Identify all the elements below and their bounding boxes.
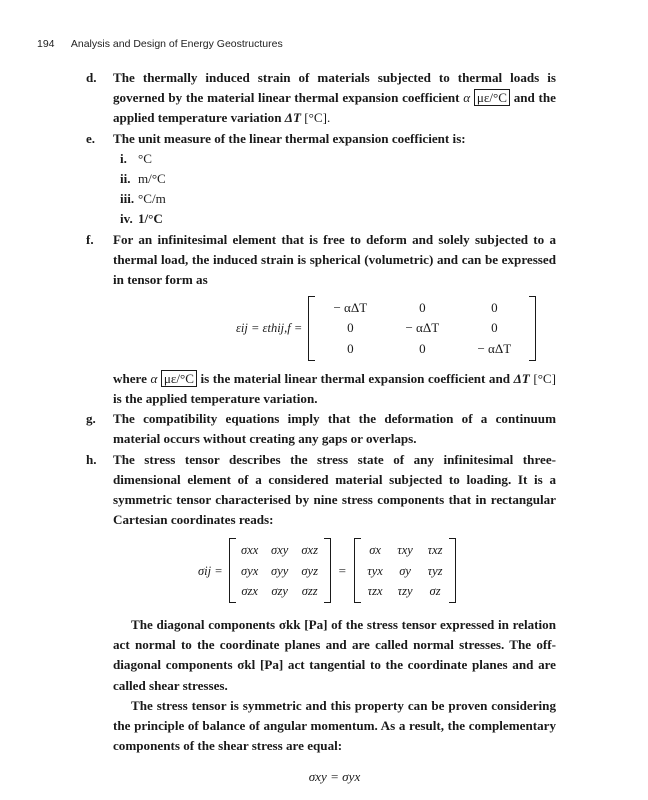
item-d <box>86 68 556 129</box>
item-g <box>86 409 556 449</box>
matrix-cell: σxz <box>301 543 318 558</box>
matrix-cell: 0 <box>419 340 426 356</box>
matrix-cell: σzz <box>301 583 318 598</box>
item-label: g. <box>86 411 96 427</box>
page-number: 194 <box>37 38 55 50</box>
matrix-cell: − αΔT <box>333 300 368 316</box>
matrix-cell: τxy <box>397 543 413 558</box>
sub-text: m/°C <box>138 171 166 187</box>
item-label: d. <box>86 70 97 85</box>
matrix-cell: τyx <box>367 563 383 578</box>
unit-text: [°C] <box>533 370 557 386</box>
matrix-cell: σzy <box>271 583 288 598</box>
matrix-cell: τzx <box>367 583 383 598</box>
sub-text: 1/°C <box>138 211 163 227</box>
sub-item <box>86 209 556 229</box>
item-text: The unit measure of the linear thermal expansion coefficient is: <box>113 130 466 146</box>
thermal-strain-equation <box>236 296 556 361</box>
item-f <box>86 230 556 291</box>
equation-lhs: σij = <box>198 563 223 578</box>
running-title: Analysis and Design of Energy Geostructures <box>70 38 283 50</box>
alpha-symbol: α <box>463 90 471 106</box>
unit-bracket: με/°C <box>161 370 197 387</box>
matrix-cell: − αΔT <box>477 340 512 356</box>
item-text: and the applied temperature variation <box>113 90 556 126</box>
sub-label: ii. <box>120 171 131 187</box>
matrix-cell: τzy <box>397 583 413 598</box>
paragraph-symmetry: The stress tensor is symmetric and this property can be proven considering the principle of balance of angular momentum. As a result, the complementary components of the shear stress are equal: <box>113 697 556 754</box>
sub-item <box>86 149 556 169</box>
item-label: e. <box>86 130 96 146</box>
matrix-cell: σxy <box>271 543 289 558</box>
stress-matrix-tau <box>354 538 456 603</box>
matrix-cell: σx <box>369 543 381 558</box>
sub-label: iii. <box>120 191 135 207</box>
item-label: f. <box>86 231 94 247</box>
alpha-symbol: α <box>150 370 158 386</box>
shear-equality-equation: σxy = σyx <box>308 768 361 784</box>
where-text: is the applied temperature variation. <box>113 391 318 407</box>
page-body <box>86 68 556 787</box>
sub-label: i. <box>120 150 127 166</box>
item-h <box>86 450 556 531</box>
sub-item <box>86 169 556 189</box>
matrix-cell: σyx <box>241 563 259 578</box>
matrix-cell: σy <box>399 563 411 578</box>
where-clause <box>86 369 556 409</box>
delta-t-symbol: ΔT <box>513 370 530 386</box>
matrix-cell: 0 <box>347 340 354 356</box>
strain-matrix <box>308 296 536 361</box>
where-text: where <box>113 370 151 386</box>
matrix-cell: 0 <box>491 320 498 336</box>
unit-bracket: με/°C <box>474 89 510 106</box>
where-text: is the material linear thermal expansion coefficient and <box>200 370 514 386</box>
item-label: h. <box>86 451 97 467</box>
matrix-cell: σyy <box>271 563 289 578</box>
sub-item <box>86 189 556 209</box>
stress-matrix-sigma <box>229 538 331 603</box>
matrix-cell: 0 <box>419 300 426 316</box>
matrix-cell: 0 <box>491 300 498 316</box>
unit-text: [°C]. <box>304 110 331 126</box>
matrix-cell: σyz <box>301 563 318 578</box>
item-text: The stress tensor describes the stress state of any infinitesimal three-dimensional element of a considered material subjected to loading. It is a symmetric tensor characterised by nine stress components that in rectangular Cartesian coordinates reads: <box>113 451 556 528</box>
matrix-cell: 0 <box>347 320 354 336</box>
matrix-cell: σxx <box>241 543 259 558</box>
item-text: The compatibility equations imply that the deformation of a continuum material occurs without creating any gaps or overlaps. <box>113 411 556 447</box>
sub-label: iv. <box>120 211 133 227</box>
matrix-cell: − αΔT <box>405 320 440 336</box>
equals-sign: = <box>338 562 347 578</box>
stress-tensor-equation <box>198 538 556 603</box>
matrix-cell: σz <box>429 583 441 598</box>
matrix-cell: τxz <box>427 543 443 558</box>
matrix-cell: σzx <box>241 583 258 598</box>
sub-text: °C/m <box>138 191 166 207</box>
item-e <box>86 129 556 149</box>
paragraph-normal-shear: The diagonal components σkk [Pa] of the stress tensor expressed in relation act normal to the coordinate planes and are called normal stresses. The off-diagonal components σkl [Pa] act tangential to the coordinate planes and are called shear stresses. <box>113 617 556 693</box>
equation-lhs: εij = εthij,f = <box>236 321 303 336</box>
matrix-cell: τyz <box>427 563 443 578</box>
item-text: The thermally induced strain of materials subjected to thermal loads is governed by the material linear thermal expansion coefficient <box>113 70 556 106</box>
delta-t-symbol: ΔT <box>284 110 301 126</box>
item-text: For an infinitesimal element that is free to deform and solely subjected to a thermal load, the induced strain is spherical (volumetric) and can be expressed in tensor form as <box>113 231 556 288</box>
running-header <box>37 38 283 50</box>
sub-text: °C <box>138 150 152 166</box>
